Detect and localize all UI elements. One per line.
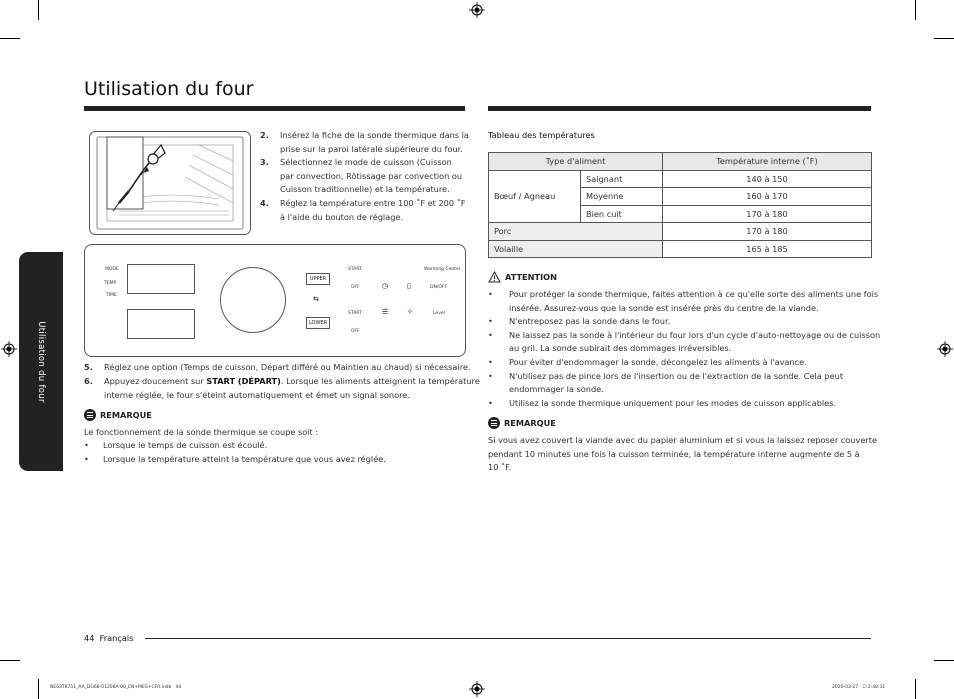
clock-icon: ◷ xyxy=(382,282,389,290)
step-6 xyxy=(84,375,480,402)
step-number: 6. xyxy=(84,376,93,386)
light-icon: ✧ xyxy=(407,308,413,316)
start-lower-label: START xyxy=(348,311,362,316)
table-cell: Moyenne xyxy=(581,188,663,206)
registration-mark-icon xyxy=(469,681,485,697)
table-cell: Bœuf / Agneau xyxy=(489,170,581,223)
swap-icon: ⇆ xyxy=(313,295,319,303)
step-text: interne réglée, le four s'éteint automatiquement et émet un signal sonore. xyxy=(104,389,410,400)
step-number: 3. xyxy=(260,157,269,167)
list-item-text: insérée. Assurez-vous que la sonde est insérée près du centre de la viande. xyxy=(509,302,819,313)
page-number: 44 xyxy=(84,633,95,643)
section-rule-left xyxy=(84,106,465,111)
list-item-text: Pour protéger la sonde thermique, faites attention à ce qu'elle sorte des aliments une fois xyxy=(509,289,879,299)
note-title: REMARQUE xyxy=(504,418,556,428)
footer-rule xyxy=(145,638,871,639)
table-header-row xyxy=(489,153,872,171)
table-cell: Porc xyxy=(489,223,663,241)
upper-button: UPPER xyxy=(306,273,330,285)
table-cell: Saignant xyxy=(581,170,663,188)
start-key-name: START (DÉPART) xyxy=(206,376,281,386)
step-text: à l'aide du bouton de réglage. xyxy=(280,211,404,222)
step-number: 5. xyxy=(84,362,93,372)
print-date: 2020-03-27 ☐ 2:48:31 xyxy=(832,685,886,690)
control-knob xyxy=(220,267,286,333)
registration-mark-icon xyxy=(1,341,17,357)
side-tab-label: Utilisation du four xyxy=(36,320,46,403)
table-cell: 170 à 180 xyxy=(663,223,872,241)
off-lower-label: OFF xyxy=(351,329,360,334)
list-item-text: Lorsque le temps de cuisson est écoulé. xyxy=(103,440,268,450)
note-heading xyxy=(84,409,152,421)
note-line: 10 ˚F. xyxy=(488,462,512,473)
list-item: • N'entreposez pas la sonde dans le four. xyxy=(488,316,671,327)
page-footer xyxy=(84,632,133,646)
off-upper-label: OFF xyxy=(351,285,360,290)
registration-mark-icon xyxy=(937,341,953,357)
warming-center-label: Warming Center xyxy=(424,267,461,272)
step-text: Insérez la fiche de la sonde thermique dans la xyxy=(280,130,469,140)
note-heading xyxy=(488,417,556,429)
print-file-name: NE63T8751_AA_DG68-01208A-00_EN+MES+CFR.indb 44 xyxy=(50,685,182,690)
mode-label: MODE xyxy=(105,267,119,272)
table-cell: 140 à 150 xyxy=(663,170,872,188)
note-intro: Le fonctionnement de la sonde thermique se coupe soit : xyxy=(84,427,319,437)
list-item-text: endommager la sonde. xyxy=(509,384,604,395)
crop-mark xyxy=(38,0,39,20)
note-title: REMARQUE xyxy=(100,410,152,420)
crop-mark xyxy=(38,679,39,699)
list-item: • Lorsque le temps de cuisson est écoulé. xyxy=(84,440,268,450)
step-3 xyxy=(260,156,470,197)
crop-mark xyxy=(0,660,20,661)
temperature-table xyxy=(488,152,872,258)
step-4 xyxy=(260,197,470,224)
list-item-text: Ne laissez pas la sonde à l'intérieur du four lors d'un cycle d'auto-nettoyage ou de cuisson xyxy=(509,329,881,340)
list-item-text: Utilisez la sonde thermique uniquement pour les modes de cuisson applicables. xyxy=(509,397,837,408)
list-item-text: N'entreposez pas la sonde dans le four. xyxy=(509,316,671,327)
step-text: prise sur la paroi latérale supérieure du four. xyxy=(280,143,463,154)
note-line: Si vous avez couvert la viande avec du papier aluminium et si vous la laissez reposer couverte xyxy=(488,435,877,445)
list-item: • Pour protéger la sonde thermique, faites attention à ce qu'elle sorte des aliments une fois insérée. Assurez-vous que la sonde est insérée près du centre de la viande. xyxy=(488,289,879,313)
upper-display xyxy=(127,264,195,294)
crop-mark xyxy=(915,679,916,699)
warning-icon xyxy=(488,271,501,283)
step-text: par convection, Rôtissage par convection ou xyxy=(280,170,463,181)
page-title: Utilisation du four xyxy=(84,78,254,100)
section-rule-right xyxy=(488,106,871,111)
lower-button: LOWER xyxy=(306,317,330,329)
table-row xyxy=(489,170,872,188)
crop-mark xyxy=(0,38,20,39)
table-row xyxy=(489,240,872,258)
step-text: Réglez la température entre 100 ˚F et 200 ˚F xyxy=(280,198,466,208)
table-title: Tableau des températures xyxy=(488,130,595,140)
attention-heading xyxy=(488,271,557,283)
oven-probe-illustration xyxy=(89,131,251,235)
table-cell: 170 à 180 xyxy=(663,205,872,223)
on-off-label: ON/OFF xyxy=(430,285,448,290)
note-body xyxy=(488,434,877,475)
table-header: Type d'aliment xyxy=(489,153,663,171)
control-panel-illustration xyxy=(84,244,466,357)
table-cell: Volaille xyxy=(489,240,663,258)
note-line: pendant 10 minutes une fois la cuisson terminée, la température interne augmente de 5 à xyxy=(488,448,860,459)
start-upper-label: START xyxy=(348,267,362,272)
registration-mark-icon xyxy=(469,2,485,18)
temp-label: TEMP xyxy=(104,281,117,286)
table-cell: 165 à 185 xyxy=(663,240,872,258)
level-label: Level xyxy=(433,311,445,316)
step-number: 4. xyxy=(260,198,269,208)
attention-list xyxy=(488,288,881,410)
step-5 xyxy=(84,361,469,375)
table-row xyxy=(489,223,872,241)
step-text: Cuisson traditionnelle) et la température. xyxy=(280,184,450,195)
table-cell: 160 à 170 xyxy=(663,188,872,206)
crop-mark xyxy=(934,38,954,39)
note-icon xyxy=(488,417,500,429)
step-text: Sélectionnez le mode de cuisson (Cuisson xyxy=(280,157,452,167)
step-text: Réglez une option (Temps de cuisson, Départ différé ou Maintien au chaud) si nécessaire. xyxy=(104,362,471,372)
list-item-text: au gril. La sonde subirait des dommages irréversibles. xyxy=(509,343,732,354)
side-tab xyxy=(19,252,63,471)
list-item-text: Lorsque la température atteint la température que vous avez réglée. xyxy=(103,454,386,464)
page-language: Français xyxy=(99,633,134,643)
attention-title: ATTENTION xyxy=(505,272,557,282)
step-number: 2. xyxy=(260,130,269,140)
list-item-text: N'utilisez pas de pince lors de l'insertion ou de l'extraction de la sonde. Cela peut xyxy=(509,370,844,381)
table-header: Température interne (˚F) xyxy=(663,153,872,171)
list-item: • Utilisez la sonde thermique uniquement pour les modes de cuisson applicables. xyxy=(488,397,837,408)
crop-mark xyxy=(934,660,954,661)
crop-mark xyxy=(915,0,916,20)
note-icon xyxy=(84,409,96,421)
lock-icon: ▯ xyxy=(407,282,411,290)
list-item: • N'utilisez pas de pince lors de l'insertion ou de l'extraction de la sonde. Cela peut endommager la sonde. xyxy=(488,370,844,395)
time-label: TIME xyxy=(106,293,117,298)
step-text: . Lorsque les aliments atteignent la température xyxy=(280,376,480,386)
list-item: • Ne laissez pas la sonde à l'intérieur du four lors d'un cycle d'auto-nettoyage ou de cuisson au gril. La sonde subirait des dommages irréversibles. xyxy=(488,329,881,354)
list-item-text: Pour éviter d'endommager la sonde, décongelez les aliments à l'avance. xyxy=(509,356,807,367)
lower-display xyxy=(127,309,195,339)
step-2 xyxy=(260,129,470,156)
list-item: • Pour éviter d'endommager la sonde, décongelez les aliments à l'avance. xyxy=(488,356,807,367)
menu-icon: ☰ xyxy=(382,308,389,316)
list-item: • Lorsque la température atteint la température que vous avez réglée. xyxy=(84,454,386,464)
step-text: Appuyez doucement sur xyxy=(104,376,207,386)
table-cell: Bien cuit xyxy=(581,205,663,223)
